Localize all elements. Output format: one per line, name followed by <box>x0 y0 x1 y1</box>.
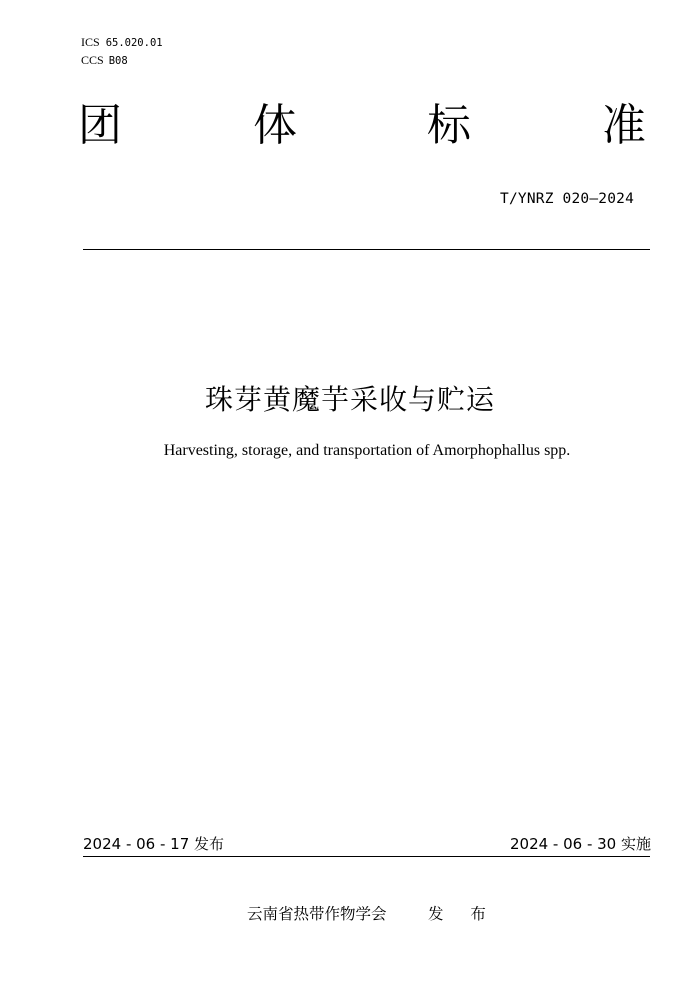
standard-type-char-3: 标 <box>427 100 471 151</box>
ics-label: ICS <box>81 35 100 49</box>
standard-type-heading <box>78 98 650 154</box>
publisher-name: 云南省热带作物学会 <box>247 905 387 923</box>
standard-type-char-2: 体 <box>253 100 297 151</box>
standard-number: T/YNRZ 020—2024 <box>500 191 634 207</box>
date-row <box>83 832 651 856</box>
ccs-label: CCS <box>81 53 104 67</box>
ics-row <box>81 34 163 52</box>
ccs-value: B08 <box>108 55 128 67</box>
standard-type-char-4: 准 <box>602 100 646 151</box>
ccs-row <box>81 52 163 70</box>
header-divider <box>83 249 650 250</box>
implementation-date: 2024 - 06 - 30 实施 <box>509 835 651 853</box>
standard-type-char-1: 团 <box>78 100 122 151</box>
classification-codes <box>81 34 163 70</box>
publish-label: 发 布 <box>428 905 497 923</box>
ics-value: 65.020.01 <box>105 37 163 49</box>
issue-date: 2024 - 06 - 17 发布 <box>83 835 225 853</box>
title-english: Harvesting, storage, and transportation of Amorphophallus spp. <box>163 442 571 459</box>
title-chinese: 珠芽黄魔芋采收与贮运 <box>204 383 495 416</box>
footer-divider <box>83 856 650 857</box>
